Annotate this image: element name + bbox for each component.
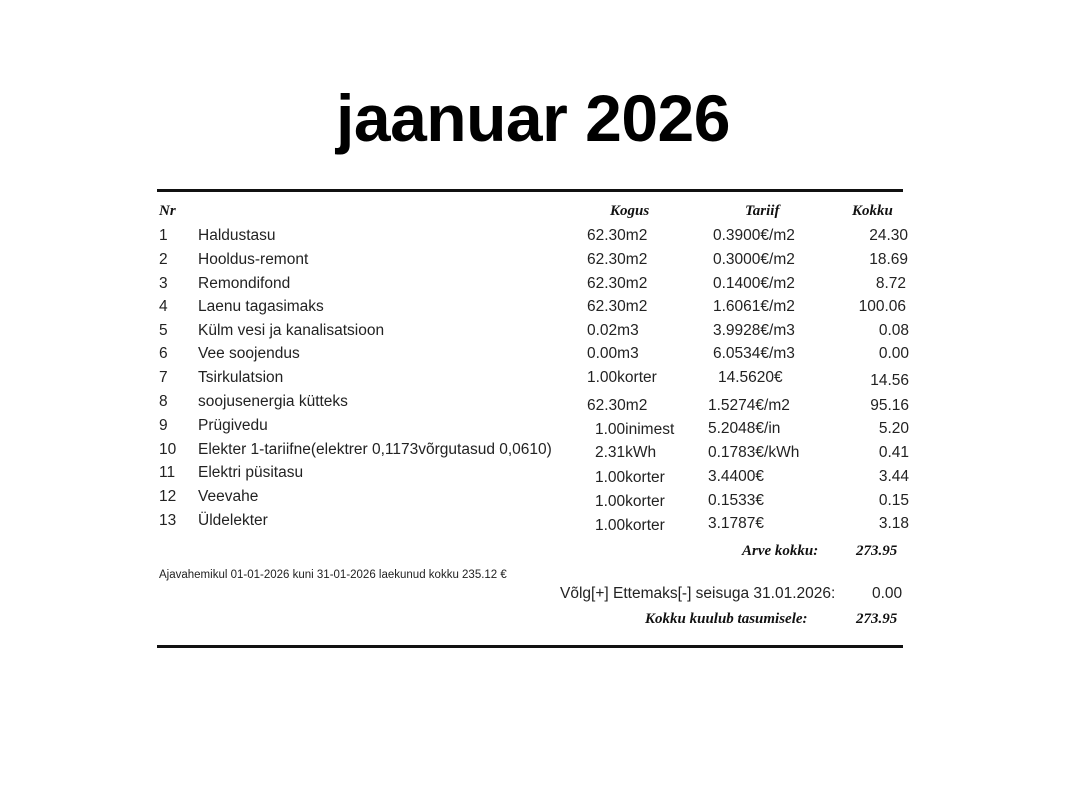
row-tariif: 3.1787€: [708, 515, 765, 532]
row-kogus: 0.00m3: [587, 345, 639, 362]
row-kogus: 1.00korter: [595, 469, 665, 486]
row-kogus: 62.30m2: [587, 227, 648, 244]
row-name: Prügivedu: [198, 417, 268, 434]
row-nr: 12: [159, 488, 177, 505]
row-tariif: 0.1400€/m2: [713, 275, 795, 292]
row-kogus: 62.30m2: [587, 275, 648, 292]
row-kokku: 100.06: [858, 298, 906, 315]
invoice-total-value: 273.95: [856, 543, 898, 559]
row-nr: 11: [159, 464, 176, 481]
table-row: [0, 320, 1066, 342]
row-kogus: 1.00korter: [595, 493, 665, 510]
table-row: [0, 391, 1066, 413]
row-kogus: 62.30m2: [587, 251, 648, 268]
table-row: [0, 273, 1066, 295]
table-row: [0, 510, 1066, 532]
row-name: soojusenergia kütteks: [198, 393, 348, 410]
to-pay-label: Kokku kuulub tasumisele:: [645, 611, 808, 627]
table-row: [0, 462, 1066, 484]
table-row: [0, 439, 1066, 461]
row-nr: 13: [159, 512, 177, 529]
bottom-divider: [157, 645, 903, 648]
row-name: Elektri püsitasu: [198, 464, 304, 481]
row-nr: 7: [159, 369, 168, 386]
row-kokku: 5.20: [878, 420, 909, 437]
row-name: Tsirkulatsion: [198, 369, 284, 386]
row-nr: 8: [159, 393, 168, 410]
row-nr: 10: [159, 441, 177, 458]
row-name: Üldelekter: [198, 512, 268, 529]
row-kogus: 62.30m2: [587, 298, 648, 315]
row-kokku: 18.69: [869, 251, 908, 268]
row-kokku: 3.18: [878, 515, 909, 532]
header-kokku: Kokku: [852, 203, 893, 219]
row-kokku: 8.72: [875, 275, 906, 292]
row-tariif: 3.9928€/m3: [713, 322, 795, 339]
row-tariif: 5.2048€/in: [708, 420, 781, 437]
row-kokku: 14.56: [870, 372, 909, 389]
row-nr: 4: [159, 298, 168, 315]
header-nr: Nr: [159, 203, 176, 219]
row-tariif: 0.1533€: [708, 492, 765, 509]
row-nr: 6: [159, 345, 168, 362]
row-tariif: 0.3900€/m2: [713, 227, 795, 244]
row-kogus: 2.31kWh: [595, 444, 657, 461]
row-tariif: 1.6061€/m2: [713, 298, 795, 315]
row-kokku: 24.30: [869, 227, 908, 244]
table-row: [0, 296, 1066, 318]
table-row: [0, 343, 1066, 365]
table-row: [0, 249, 1066, 271]
row-name: Vee soojendus: [198, 345, 300, 362]
page-title: jaanuar 2026: [336, 81, 730, 155]
row-tariif: 1.5274€/m2: [708, 397, 790, 414]
row-kogus: 62.30m2: [587, 397, 648, 414]
row-kokku: 0.41: [878, 444, 909, 461]
row-name: Haldustasu: [198, 227, 276, 244]
row-kogus: 1.00korter: [595, 517, 665, 534]
row-tariif: 0.1783€/kWh: [708, 444, 800, 461]
payments-note: Ajavahemikul 01-01-2026 kuni 31-01-2026 laekunud kokku 235.12 €: [159, 569, 507, 581]
row-nr: 5: [159, 322, 168, 339]
debt-label: Võlg[+] Ettemaks[-] seisuga 31.01.2026:: [560, 585, 836, 602]
table-row: [0, 486, 1066, 508]
debt-value: 0.00: [872, 585, 903, 602]
row-nr: 2: [159, 251, 168, 268]
row-name: Laenu tagasimaks: [198, 298, 324, 315]
row-name: Elekter 1-tariifne(elektrer 0,1173võrgutasud 0,0610): [198, 441, 552, 458]
header-tariif: Tariif: [745, 203, 780, 219]
row-kogus: 1.00inimest: [595, 421, 675, 438]
row-kokku: 0.00: [878, 345, 909, 362]
table-row: [0, 415, 1066, 437]
row-nr: 1: [159, 227, 168, 244]
row-name: Remondifond: [198, 275, 291, 292]
row-kogus: 0.02m3: [587, 322, 639, 339]
row-kogus: 1.00korter: [587, 369, 657, 386]
row-tariif: 6.0534€/m3: [713, 345, 795, 362]
table-row: [0, 225, 1066, 247]
row-name: Külm vesi ja kanalisatsioon: [198, 322, 385, 339]
row-kokku: 95.16: [870, 397, 909, 414]
row-tariif: 14.5620€: [718, 369, 783, 386]
row-kokku: 0.08: [878, 322, 909, 339]
row-name: Veevahe: [198, 488, 259, 505]
row-tariif: 0.3000€/m2: [713, 251, 795, 268]
to-pay-value: 273.95: [856, 611, 898, 627]
row-kokku: 0.15: [878, 492, 909, 509]
row-nr: 3: [159, 275, 168, 292]
row-kokku: 3.44: [878, 468, 909, 485]
top-divider: [157, 189, 903, 192]
table-row: [0, 367, 1066, 389]
row-name: Hooldus-remont: [198, 251, 309, 268]
row-nr: 9: [159, 417, 168, 434]
header-kogus: Kogus: [610, 203, 650, 219]
invoice-total-label: Arve kokku:: [742, 543, 819, 559]
row-tariif: 3.4400€: [708, 468, 765, 485]
